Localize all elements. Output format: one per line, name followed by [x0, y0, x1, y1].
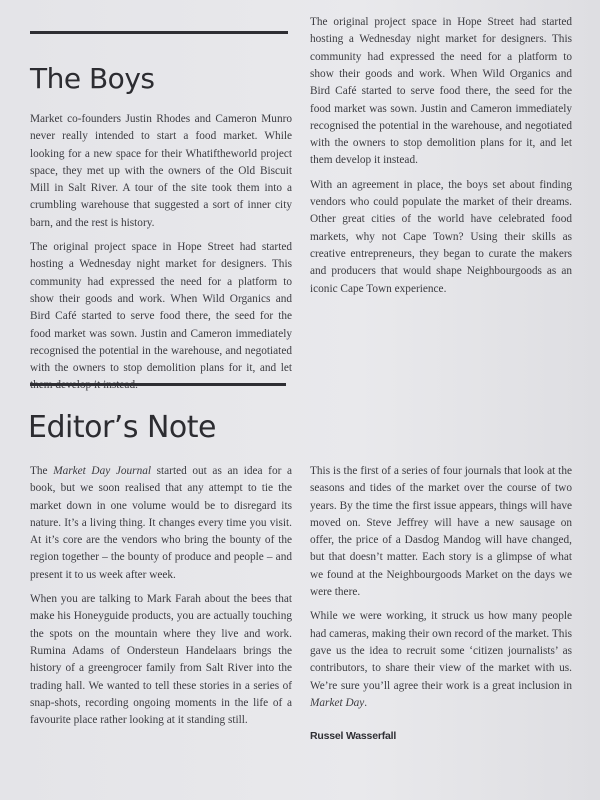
editor-p4-end: . — [364, 696, 368, 709]
editor-column-right — [310, 463, 572, 719]
boys-paragraph-1: Market co-founders Justin Rhodes and Cameron Munro never really intended to start a food market. While looking for a new space for their Whatiftheworld project space, they met up with the owners of the Old Biscuit Mill in Salt River. A tour of the site took them into a crumbling warehouse that suggested a sort of inner city barn, and the rest is history. — [30, 113, 292, 229]
editor-p1-prefix: The — [30, 465, 54, 477]
editor-p1-rest: started out as an idea for a book, but we soon realised that any attempt to tie the market down in one volume would be to disregard its nature. It’s a living thing. It changes every time you visit. At it’s core are the vendors who bring the bounty of the region together – the bounty of produce and people – and present it to us week after week. — [30, 465, 292, 581]
editor-paragraph-2: When you are talking to Mark Farah about the bees that make his Honeyguide products, you are actually touching the spots on the mountain where they live and work. Rumina Adams of Ondersteun Handelaars brings the history of a greengrocer family from Salt River into the trading hall. We wanted to tell these stories in a series of snap-shots, recording ongoing moments in the life of a favourite place rather looking at it standing still. — [30, 593, 292, 727]
editor-p4-text: While we were working, it struck us how many people had cameras, making their own record of the market. This gave us the idea to recruit some ‘citizen journalists’ as contributors, to share their view of the market with us. We’re sure you’ll agree their work is a great inclusion in — [310, 610, 572, 692]
boys-column-left — [30, 111, 292, 375]
heading-the-boys: The Boys — [30, 62, 155, 95]
boys-column-right — [310, 16, 572, 336]
editor-column-left — [30, 463, 292, 736]
editor-signature: Russel Wasserfall — [310, 730, 397, 742]
journal-name: Market Day Journal — [53, 465, 152, 477]
heading-editors-note: Editor’s Note — [28, 410, 217, 445]
boys-paragraph-2-continued: The original project space in Hope Street had started hosting a Wednesday night market for designers. This community had expressed the need for a platform to show their goods and work. When Wild Organics and Bird Café started to serve food there, the seed for the food market was sown. Justin and Cameron immediately recognised the potential in the warehouse, and negotiated with the owners to stop demolition plans for it, and let them develop it instead. — [310, 16, 572, 167]
editor-paragraph-3: This is the first of a series of four journals that look at the seasons and tides of the market over the course of two years. By the time the first issue appears, things will have moved on. Steve Jeffrey will have a new sausage on offer, the price of a Dasdog Mandog will have changed, but that doesn’t matter. Each story is a glimpse of what we found at the Neighbourgoods Market on the days we were there. — [310, 465, 572, 599]
boys-paragraph-2: The original project space in Hope Street had started hosting a Wednesday night market for designers. This community had expressed the need for a platform to show their goods and work. When Wild Organics and Bird Café started to serve food there, the seed for the food market was sown. Justin and Cameron immediately recognised the potential in the warehouse, and negotiated with the owners to stop demolition plans for it, and let — [30, 241, 292, 375]
editor-paragraph-4 — [310, 608, 572, 712]
boys-paragraph-3: With an agreement in place, the boys set about finding vendors who could populate the market of their dreams. Other great cities of the world have celebrated food markets, why not Cape Town? Using their skills as creative entrepreneurs, they began to curate the makers and producers that would shape Neighbourgoods as an iconic Cape Town experience. — [310, 178, 572, 295]
editor-paragraph-1 — [30, 463, 292, 584]
section-rule-editor — [30, 383, 286, 386]
section-rule-top — [30, 31, 288, 34]
market-day-title: Market Day — [310, 696, 365, 709]
